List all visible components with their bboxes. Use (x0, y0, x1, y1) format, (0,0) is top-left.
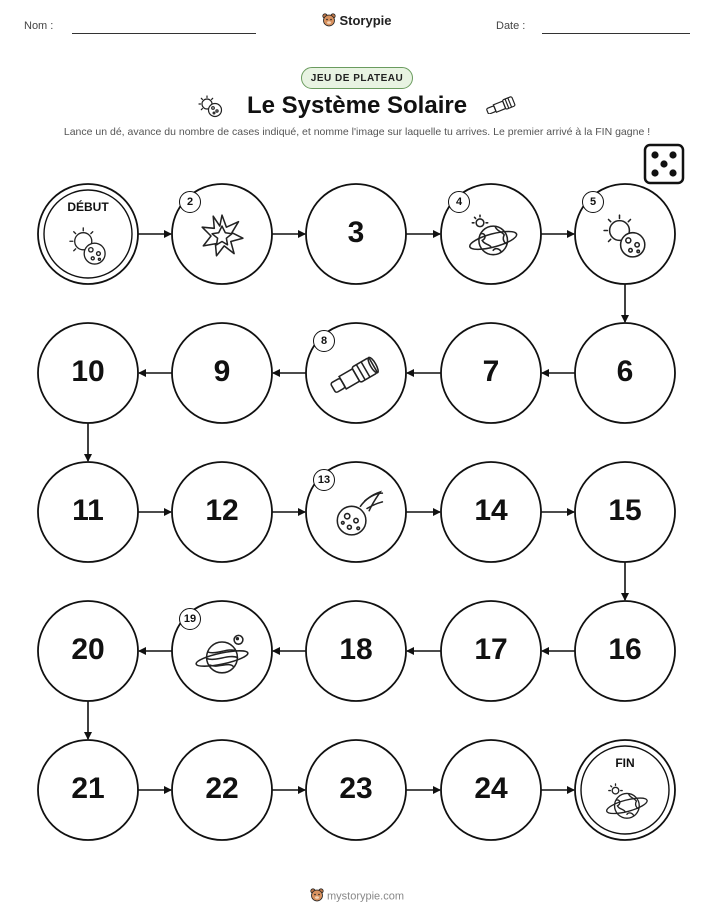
space-number: 20 (71, 633, 105, 666)
space-number-badge: 13 (313, 469, 335, 491)
space-number: 16 (608, 633, 642, 666)
space-number: 14 (474, 494, 508, 527)
space-number-badge: 4 (448, 191, 470, 213)
space-number: 22 (205, 772, 239, 805)
space-number: 6 (616, 355, 634, 388)
footer-url: mystorypie.com (326, 890, 405, 903)
space-number-badge: 19 (179, 608, 201, 630)
space-number: 12 (205, 494, 239, 527)
space-number: 10 (71, 355, 105, 388)
space-number: 7 (482, 355, 500, 388)
space-number: 23 (339, 772, 373, 805)
space-number: 9 (213, 355, 231, 388)
page-title: Le Système Solaire (246, 92, 468, 119)
space-number: 18 (339, 633, 373, 666)
space-number: 15 (608, 494, 642, 527)
name-label: Nom : (24, 20, 54, 32)
space-number-badge: 8 (313, 330, 335, 352)
brand-name: Storypie (339, 13, 392, 28)
space-number-badge: 2 (179, 191, 201, 213)
bear-icon (310, 888, 324, 905)
space-number: 11 (72, 494, 104, 527)
category-badge: JEU DE PLATEAU (301, 67, 413, 89)
instructions-text: Lance un dé, avance du nombre de cases indiqué, et nomme l'image sur laquelle tu arrives. Le premier arrivé à la FIN gagne ! (63, 126, 651, 138)
footer-brand (0, 888, 714, 905)
space-number-badge: 5 (582, 191, 604, 213)
space-label: DÉBUT (67, 200, 109, 214)
space-number: 21 (71, 772, 105, 805)
space-number: 24 (474, 772, 508, 805)
space-number: 3 (347, 216, 365, 249)
space-number: 17 (474, 633, 508, 666)
date-label: Date : (496, 20, 526, 32)
space-label: FIN (615, 756, 635, 770)
board-space-25 (575, 740, 675, 840)
